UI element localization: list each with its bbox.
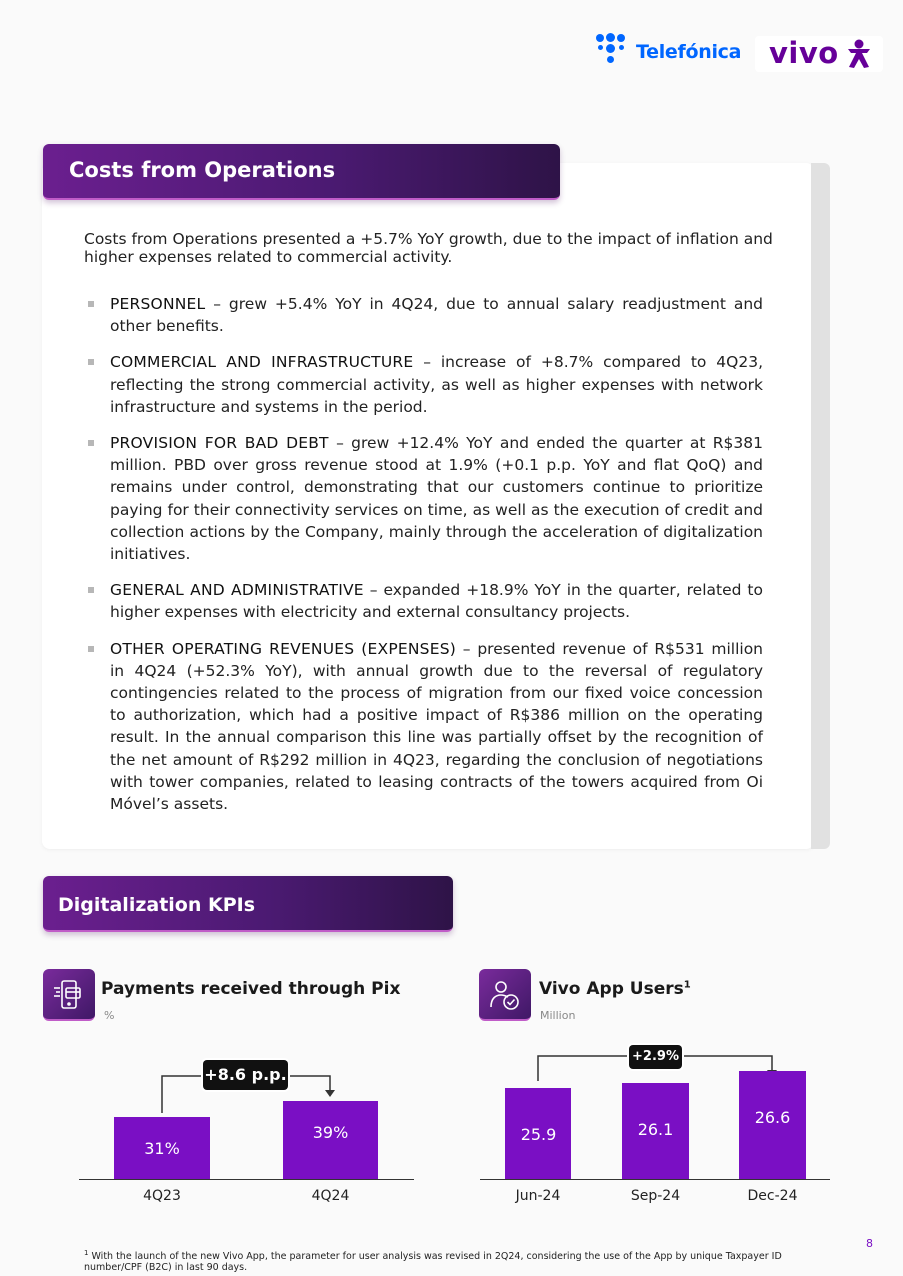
pix-chart-unit: %	[104, 1009, 115, 1022]
bullet-text: – expanded +18.9% YoY in the quarter, related to higher expenses with electricity and external consultancy projects.	[110, 581, 763, 622]
vivo-logo	[755, 36, 883, 72]
vivo-figure-icon	[845, 39, 873, 69]
app-xtick-dec24: Dec-24	[747, 1188, 798, 1204]
bullet-square-icon	[88, 359, 94, 365]
bullet-label: COMMERCIAL AND INFRASTRUCTURE	[110, 353, 414, 372]
costs-section-title: Costs from Operations	[43, 144, 560, 200]
payment-phone-icon	[43, 969, 95, 1021]
footnote-ref: 1	[683, 979, 691, 991]
pix-chart-title: Payments received through Pix	[101, 979, 401, 999]
app-chart-title	[539, 979, 691, 999]
app-xtick-sep24: Sep-24	[630, 1188, 681, 1204]
bullet-bad-debt	[88, 432, 763, 565]
bullet-text: – grew +5.4% YoY in 4Q24, due to annual salary readjustment and other benefits.	[110, 295, 763, 336]
app-chart-title-text: Vivo App Users	[539, 979, 684, 999]
bullet-square-icon	[88, 440, 94, 446]
costs-bullet-list	[88, 293, 763, 829]
vivo-wordmark: vivo	[769, 36, 839, 70]
bullet-text: – presented revenue of R$531 million in 4Q24 (+52.3% YoY), with annual growth due to the reversal of regulatory contingencies related to the process of migration from our fixed voice concession to authorization, which had a positive impact of R$386 million on the operating result. In the annual comparison this line was partially offset by the recognition of the net amount of R$292 million in 4Q23, regarding the conclusion of negotiations with tower companies, related to leasing contracts of the towers acquired from Oi Móvel’s assets.	[110, 639, 763, 814]
pix-xtick-4q24: 4Q24	[311, 1188, 350, 1204]
telefonica-wordmark: Telefónica	[636, 41, 742, 63]
telefonica-logo	[596, 32, 741, 70]
bullet-label: OTHER OPERATING REVENUES (EXPENSES)	[110, 639, 457, 658]
bullet-square-icon	[88, 301, 94, 307]
footnote-marker: 1	[84, 1249, 89, 1257]
pix-delta-label: +8.6 p.p.	[203, 1060, 288, 1090]
app-value-dec24: 26.6	[754, 1108, 791, 1127]
footnote-text: With the launch of the new Vivo App, the parameter for user analysis was revised in 2Q24, considering the use of the App by unique Taxpayer ID number/CPF (B2C) in last 90 days.	[84, 1251, 782, 1274]
bullet-personnel	[88, 293, 763, 337]
app-x-axis	[480, 1179, 830, 1180]
card-edge	[811, 163, 830, 849]
page-number: 8	[866, 1237, 873, 1250]
costs-intro: Costs from Operations presented a +5.7% YoY growth, due to the impact of inflation and higher expenses related to commercial activity.	[84, 230, 773, 266]
user-check-icon	[479, 969, 531, 1021]
pix-value-4q24: 39%	[312, 1123, 349, 1142]
app-delta-label: +2.9%	[629, 1045, 682, 1069]
bullet-text: – grew +12.4% YoY and ended the quarter at R$381 million. PBD over gross revenue stood at 1.9% (+0.1 p.p. YoY and flat QoQ) and remains under control, demonstrating that our customers continue to prioritize paying for their connectivity services on time, as well as the execution of credit and collection actions by the Company, mainly through the acceleration of digitalization initiatives.	[110, 434, 763, 564]
bullet-label: GENERAL AND ADMINISTRATIVE	[110, 581, 364, 600]
app-value-jun24: 25.9	[520, 1124, 557, 1144]
telefonica-dots-icon	[596, 32, 632, 68]
pix-xtick-4q23: 4Q23	[143, 1188, 181, 1204]
bullet-other-operating	[88, 638, 763, 816]
pix-value-4q23: 31%	[144, 1139, 180, 1158]
bullet-general-admin	[88, 579, 763, 623]
app-chart-unit: Million	[540, 1009, 576, 1022]
footnote	[84, 1248, 804, 1273]
app-xtick-jun24: Jun-24	[515, 1188, 561, 1204]
bullet-square-icon	[88, 646, 94, 652]
bullet-text: – increase of +8.7% compared to 4Q23, reflecting the strong commercial activity, as well as higher expenses with network infrastructure and systems in the period.	[110, 353, 763, 416]
kpi-section-title: Digitalization KPIs	[43, 876, 453, 932]
bullet-square-icon	[88, 587, 94, 593]
bullet-label: PERSONNEL	[110, 295, 206, 313]
bullet-commercial	[88, 351, 763, 418]
bullet-label: PROVISION FOR BAD DEBT	[110, 434, 329, 453]
app-value-sep24: 26.1	[637, 1120, 674, 1139]
pix-x-axis	[79, 1179, 414, 1180]
